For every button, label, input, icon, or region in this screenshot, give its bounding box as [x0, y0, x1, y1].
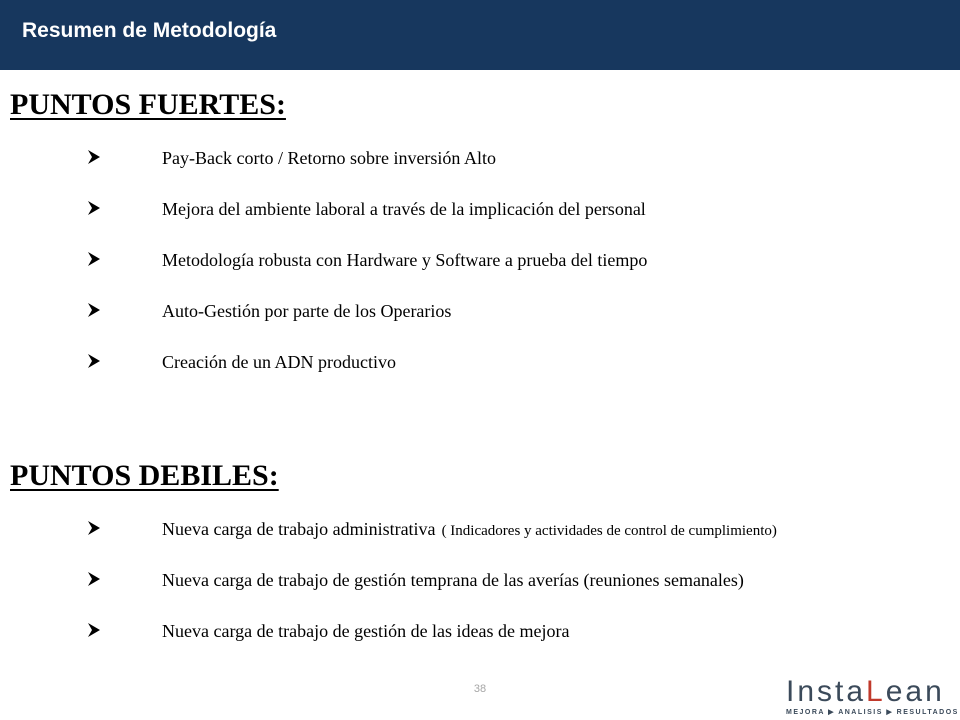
logo-prefix: Insta	[786, 675, 867, 708]
arrow-bullet-icon	[88, 201, 100, 215]
list-item-text: Pay-Back corto / Retorno sobre inversión Alto	[162, 148, 496, 168]
list-item-text: Auto-Gestión por parte de los Operarios	[162, 301, 452, 321]
page-number: 38	[473, 683, 487, 695]
strengths-list	[0, 148, 960, 403]
weaknesses-list	[0, 519, 960, 672]
list-item	[0, 250, 960, 301]
list-item	[0, 621, 960, 672]
arrow-bullet-icon	[88, 150, 100, 164]
logo-accent-letter: L	[866, 675, 886, 708]
arrow-bullet-icon	[88, 623, 100, 637]
logo-wordmark	[786, 676, 956, 708]
arrow-bullet-icon	[88, 572, 100, 586]
list-item	[0, 352, 960, 403]
arrow-bullet-icon	[88, 252, 100, 266]
list-item-text: Nueva carga de trabajo de gestión de las ideas de mejora	[162, 621, 570, 641]
list-item-text: Mejora del ambiente laboral a través de la implicación del personal	[162, 199, 646, 219]
list-item	[0, 570, 960, 621]
list-item-text: Creación de un ADN productivo	[162, 352, 396, 372]
list-item	[0, 148, 960, 199]
arrow-bullet-icon	[88, 521, 100, 535]
list-item-text	[162, 519, 777, 541]
list-item	[0, 519, 960, 570]
list-item-text: Metodología robusta con Hardware y Software a prueba del tiempo	[162, 250, 648, 270]
logo-suffix: ean	[885, 675, 945, 708]
page-title: Resumen de Metodología	[22, 19, 277, 42]
logo-tagline: MEJORA ▶ ANALISIS ▶ RESULTADOS	[786, 709, 959, 716]
strengths-heading: PUNTOS FUERTES:	[10, 88, 286, 121]
arrow-bullet-icon	[88, 354, 100, 368]
list-item-text: Nueva carga de trabajo de gestión temprana de las averías (reuniones semanales)	[162, 570, 744, 590]
header-bar	[0, 0, 960, 70]
list-item	[0, 301, 960, 352]
list-item-main-text: Nueva carga de trabajo administrativa	[162, 519, 436, 539]
list-item	[0, 199, 960, 250]
arrow-bullet-icon	[88, 303, 100, 317]
instalean-logo	[786, 675, 959, 718]
weaknesses-heading: PUNTOS DEBILES:	[10, 459, 279, 492]
list-item-note: ( Indicadores y actividades de control de cumplimiento)	[441, 523, 777, 539]
